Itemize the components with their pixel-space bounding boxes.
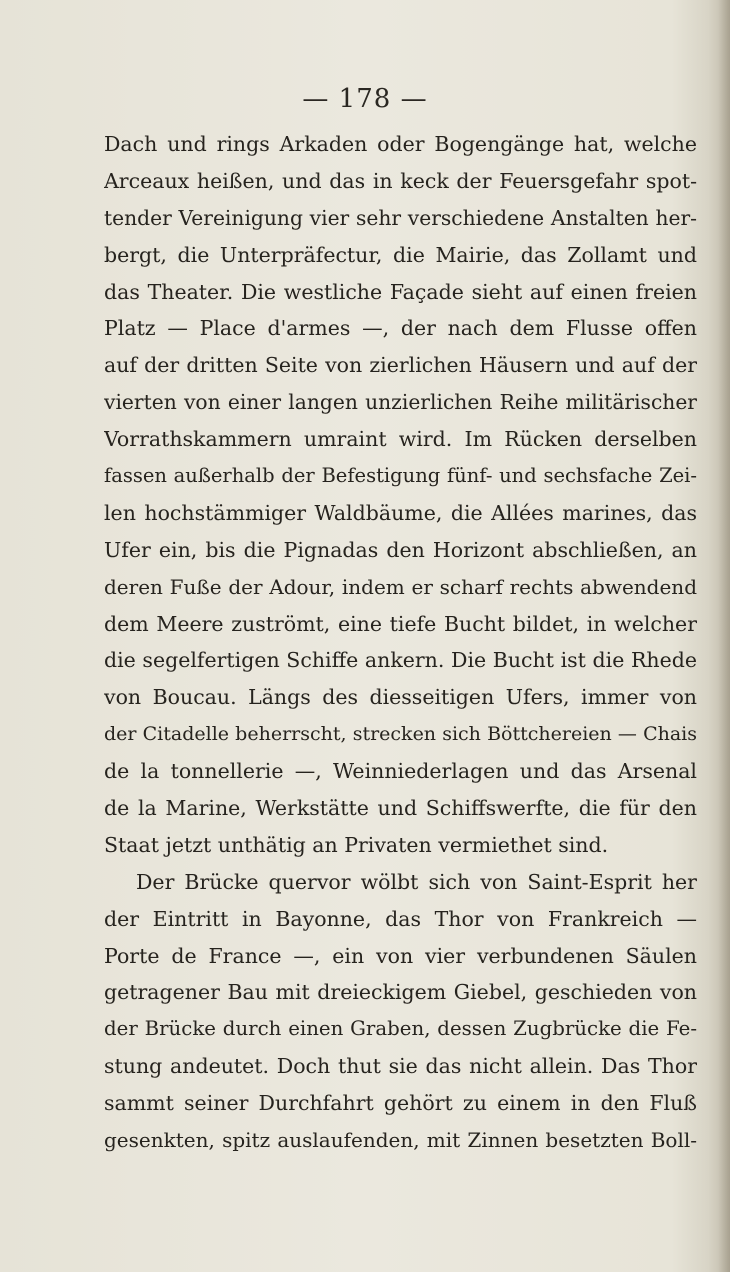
text-line: deren Fuße der Adour, indem er scharf rechts abwendend	[104, 574, 697, 599]
text-line: getragener Bau mit dreieckigem Giebel, geschieden von	[104, 980, 697, 1005]
text-line: das Theater. Die westliche Façade sieht auf einen freien	[104, 279, 697, 304]
text-line: sammt seiner Durchfahrt gehört zu einem in den Fluß	[104, 1091, 697, 1116]
text-line: de la Marine, Werkstätte und Schiffswerfte, die für den	[104, 796, 697, 821]
text-line: dem Meere zuströmt, eine tiefe Bucht bildet, in welcher	[104, 611, 697, 636]
text-line: der Brücke durch einen Graben, dessen Zugbrücke die Fe-	[104, 1017, 697, 1041]
text-line: fassen außerhalb der Befestigung fünf- und sechsfache Zei-	[104, 464, 697, 488]
text-line: tender Vereinigung vier sehr verschiedene Anstalten her-	[104, 205, 697, 230]
body-text	[104, 126, 697, 1159]
text-line: Dach und rings Arkaden oder Bogengänge hat, welche	[104, 132, 697, 156]
text-line: Platz — Place d'armes —, der nach dem Flusse offen	[104, 316, 697, 341]
text-line: stung andeutet. Doch thut sie das nicht allein. Das Thor	[104, 1054, 697, 1079]
page-number: — 178 —	[302, 84, 428, 114]
text-line: bergt, die Unterpräfectur, die Mairie, das Zollamt und	[104, 242, 697, 267]
text-line: de la tonnellerie —, Weinniederlagen und das Arsenal	[104, 759, 697, 784]
text-line: Arceaux heißen, und das in keck der Feuersgefahr spot-	[104, 168, 697, 193]
text-line: len hochstämmiger Waldbäume, die Allées marines, das	[104, 500, 697, 525]
text-line: die segelfertigen Schiffe ankern. Die Bucht ist die Rhede	[104, 648, 697, 673]
text-line: der Eintritt in Bayonne, das Thor von Frankreich —	[104, 906, 697, 931]
text-line: vierten von einer langen unzierlichen Reihe militärischer	[104, 390, 697, 415]
page-gutter-shadow	[718, 0, 730, 1272]
text-line: Ufer ein, bis die Pignadas den Horizont abschließen, an	[104, 537, 697, 562]
text-line: Vorrathskammern umraint wird. Im Rücken derselben	[104, 427, 697, 452]
text-line: Porte de France —, ein von vier verbundenen Säulen	[104, 943, 697, 968]
text-line: von Boucau. Längs des diesseitigen Ufers, immer von	[104, 685, 697, 710]
text-line: auf der dritten Seite von zierlichen Häusern und auf der	[104, 353, 697, 378]
text-line: Der Brücke quervor wölbt sich von Saint-Esprit her	[136, 869, 697, 894]
text-line: gesenkten, spitz auslaufenden, mit Zinnen besetzten Boll-	[104, 1128, 697, 1153]
text-line: der Citadelle beherrscht, strecken sich Böttchereien — Chais	[104, 723, 697, 746]
text-line: Staat jetzt unthätig an Privaten vermiethet sind.	[104, 832, 609, 857]
